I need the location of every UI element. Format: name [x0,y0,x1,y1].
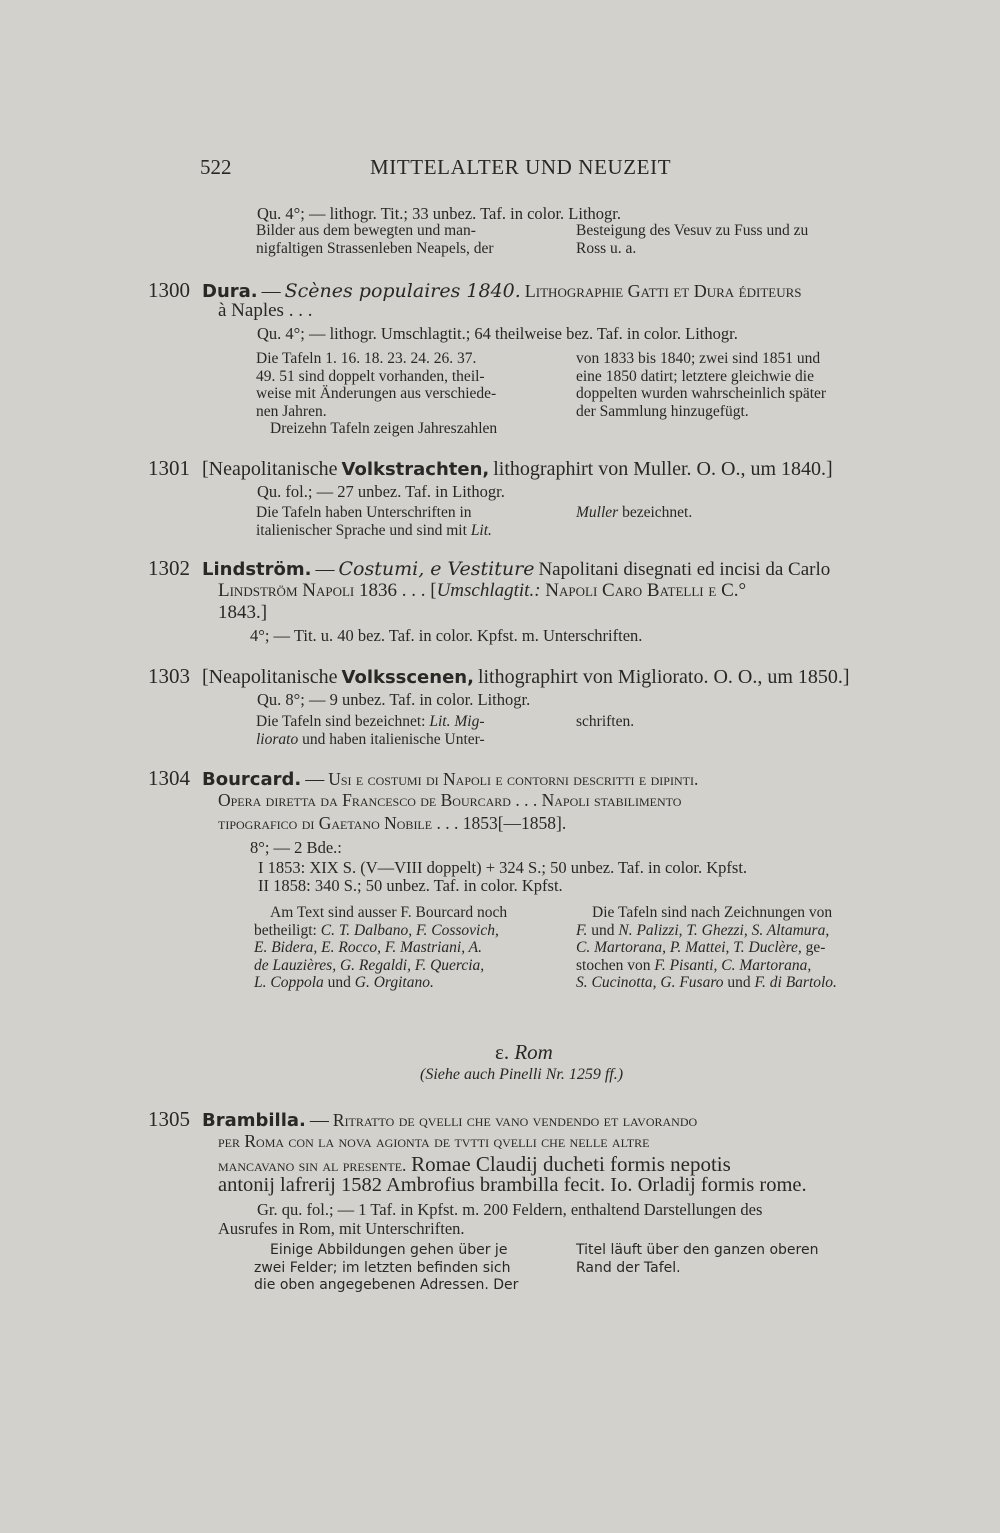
entry-1302 [148,556,830,581]
note-line: Bilder aus dem bewegten und man- [256,222,476,239]
note-italic: F. di Bartolo. [754,974,837,991]
entry-name: Bourcard. [202,769,302,790]
note-text: betheiligt: [254,921,317,939]
note-left [256,350,559,438]
entry-prefix: [Neapolitanische [202,458,338,480]
entry-name: Brambilla. [202,1110,306,1131]
entry-title-line: per Roma con la nova agionta de tvtti qvelli che nelle altre [218,1131,650,1151]
entry-1301 [148,456,833,481]
entry-meta: I 1853: XIX S. (V—VIII doppelt) + 324 S.; 50 unbez. Taf. in color. Kpfst. [258,858,748,877]
note-line: de Lauzières, G. Regaldi, F. Quercia, [254,956,485,974]
note-italic: S. Cucinotta, G. Fusaro [576,974,724,991]
note-line: Am Text sind ausser F. Bourcard noch [270,904,508,921]
note-right [576,222,876,257]
entry-number: 1305 [148,1107,190,1131]
entry-number: 1302 [148,556,190,580]
note-line: 49. 51 sind doppelt vorhanden, theil- [256,367,485,385]
note-line: Dreizehn Tafeln zeigen Jahreszahlen [270,420,498,437]
entry-title-text: mancavano sin al presente. [218,1155,407,1175]
note-italic: F. Pisanti, C. Martorana, [654,956,812,974]
entry-meta: 4°; — Tit. u. 40 bez. Taf. in color. Kpfst. m. Unterschriften. [250,626,643,645]
note-line [576,939,876,957]
note-left [254,1242,559,1295]
note-left [256,504,559,539]
note-line: Die Tafeln haben Unterschriften in [256,504,472,521]
entry-title-line: tipografico di Gaetano Nobile . . . 1853[—1858]. [218,813,567,833]
note-line: nigfaltigen Strassenleben Neapels, der [256,239,494,257]
entry-title-line: Opera diretta da Francesco de Bourcard . . . Napoli stabilimento [218,790,682,810]
note-italic: L. Coppola [254,974,324,991]
note-line: eine 1850 datirt; letztere gleichwie die [576,367,814,385]
entry-title-text: Napoli Caro Batelli e C.° [545,580,747,601]
entry-title: Ritratto de qvelli che vano vendendo et lavorando [332,1110,698,1130]
section-heading [495,1040,553,1065]
entry-title-line [218,580,746,602]
note-line [254,922,559,940]
note-italic: F. [576,921,588,939]
entry-1303 [148,664,850,689]
entry-name: Dura. [202,281,258,302]
note-line: Einige Abbildungen gehen über je [270,1242,508,1258]
entry-meta: Gr. qu. fol.; — 1 Taf. in Kpfst. m. 200 Feldern, enthaltend Darstellungen des [257,1200,763,1219]
entry-meta: Qu. 4°; — lithogr. Umschlagtit.; 64 theilweise bez. Taf. in color. Lithogr. [257,324,738,343]
note-line [576,957,876,975]
note-text: stochen von [576,956,651,974]
note-right [576,1242,876,1277]
entry-name: Volkstrachten, [341,459,490,480]
note-line [256,713,559,731]
note-line: Rand der Tafel. [576,1259,681,1276]
entry-meta: II 1858: 340 S.; 50 unbez. Taf. in color. Kpfst. [258,876,563,895]
entry-title: Costumi, e Vestiture [338,558,535,580]
note-line [254,974,559,992]
note-italic: liorato [256,730,299,748]
entry-title-cont [218,300,312,322]
note-text: und haben italienische Unter- [302,730,485,748]
section-title: Rom [514,1040,553,1064]
note-line: Die Tafeln sind nach Zeichnungen von [592,904,833,921]
note-line [576,974,876,992]
note-italic: N. Palizzi, T. Ghezzi, S. Altamura, [618,921,830,939]
note-left [254,904,559,992]
section-subtitle: (Siehe auch Pinelli Nr. 1259 ff.) [420,1066,624,1083]
entry-title: Usi e costumi di Napoli e contorni descritti e dipinti. [328,769,699,789]
note-line: Die Tafeln 1. 16. 18. 23. 24. 26. 37. [256,350,477,367]
note-text: bezeichnet. [622,504,693,521]
note-italic: Lit. Mig- [429,713,485,730]
note-italic: Muller [576,504,619,521]
entry-title-rest: lithographirt von Migliorato. O. O., um 1850.] [477,666,850,688]
entry-title-rest: Napolitani disegnati ed incisi da Carlo [538,559,831,580]
entry-prefix: [Neapolitanische [202,666,338,688]
entry-title-line: à Naples . . . [218,300,313,321]
entry-number: 1301 [148,456,190,480]
note-line: E. Bidera, E. Rocco, F. Mastriani, A. [254,939,483,956]
note-line: Ross u. a. [576,239,637,257]
note-line: die oben angegebenen Adressen. Der [254,1277,519,1293]
entry-meta: Qu. 8°; — 9 unbez. Taf. in color. Lithogr. [257,690,531,709]
entry-1304 [148,766,698,791]
dash: — [315,559,335,580]
note-right [576,350,876,420]
note-line: zwei Felder; im letzten befinden sich [254,1259,511,1276]
note-text: ge- [805,939,826,956]
note-italic: Lit. [470,521,492,539]
dash: — [309,1110,329,1131]
entry-title-rest: lithographirt von Muller. O. O., um 1840.] [493,458,833,480]
note-text: und [591,921,615,939]
entry-meta: 8°; — 2 Bde.: [250,838,342,857]
note-right [576,504,876,522]
entry-number: 1303 [148,664,190,688]
note-line: schriften. [576,713,635,730]
note-text: und [727,974,751,991]
note-italic: C. T. Dalbano, F. Cossovich, [320,921,499,939]
dash: — [305,769,325,790]
entry-meta: Qu. fol.; — 27 unbez. Taf. in Lithogr. [257,482,505,501]
note-text: und [327,974,351,991]
page-number: 522 [200,155,232,179]
entry-name: Volksscenen, [341,667,474,688]
note-left [256,222,559,257]
entry-title-line: 1843.] [218,602,268,623]
entry-number: 1300 [148,278,190,302]
note-line: weise mit Änderungen aus verschiede- [256,385,497,402]
note-text: Die Tafeln sind bezeichnet: [256,713,426,730]
section-letter: ε. [495,1040,510,1064]
entry-meta: Qu. 4°; — lithogr. Tit.; 33 unbez. Taf. in color. Lithogr. [257,204,622,223]
note-italic: C. Martorana, P. Mattei, T. Duclère, [576,939,802,956]
dash: — [261,281,281,302]
running-title: MITTELALTER UND NEUZEIT [370,155,672,179]
entry-name: Lindström. [202,559,312,580]
note-left [256,713,559,748]
entry-title-text: Romae Claudij ducheti formis nepotis [411,1152,731,1176]
note-line: nen Jahren. [256,402,327,420]
entry-number: 1304 [148,766,190,790]
note-line: von 1833 bis 1840; zwei sind 1851 und [576,350,821,367]
note-italic: G. Orgitano. [354,974,434,991]
note-line: Besteigung des Vesuv zu Fuss und zu [576,222,809,239]
note-right [576,904,876,992]
entry-meta: Ausrufes in Rom, mit Unterschriften. [218,1219,465,1238]
note-text: italienischer Sprache und sind mit [256,521,467,539]
entry-title-italic: Umschlagtit.: [436,580,541,601]
entry-title: Scènes populaires 1840. [284,280,521,302]
note-line [576,504,876,522]
note-line [256,731,559,749]
entry-title-text: Lindström Napoli 1836 . . . [ [218,580,437,601]
entry-1305 [148,1107,697,1132]
note-line [256,522,559,540]
note-right [576,713,876,731]
note-line: der Sammlung hinzugefügt. [576,402,749,420]
note-line [576,922,876,940]
entry-title-line: antonij lafrerij 1582 Ambrofius brambilla fecit. Io. Orladij formis rome. [218,1174,807,1196]
entry-title-rest: Lithographie Gatti et Dura éditeurs [524,281,802,301]
note-line: doppelten wurden wahrscheinlich später [576,385,827,402]
note-line: Titel läuft über den ganzen oberen [576,1242,819,1258]
